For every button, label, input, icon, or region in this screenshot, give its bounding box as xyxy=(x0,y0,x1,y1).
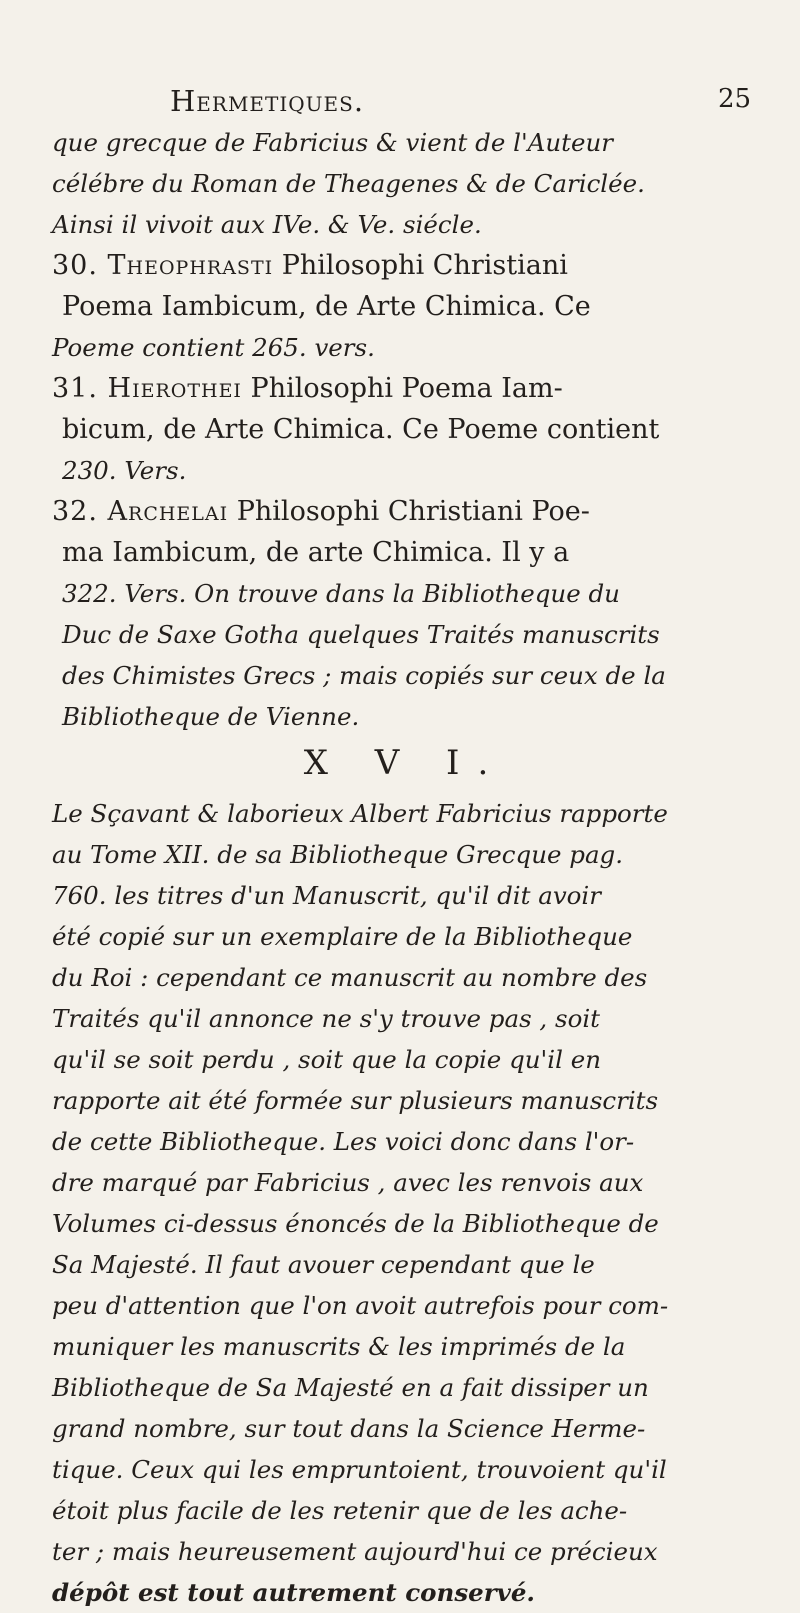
text-line: rapporte ait été formée sur plusieurs manuscrits xyxy=(52,1086,659,1115)
text-line: Volumes ci-dessus énoncés de la Bibliotheque de xyxy=(52,1209,659,1238)
text-line: que grecque de Fabricius & vient de l'Auteur xyxy=(52,128,613,157)
text-line: 760. les titres d'un Manuscrit, qu'il dit avoir xyxy=(52,881,601,910)
text-line: été copié sur un exemplaire de la Bibliotheque xyxy=(52,922,633,951)
text-line: de cette Bibliotheque. Les voici donc dans l'or- xyxy=(52,1127,635,1156)
section-heading: X V I. xyxy=(303,743,507,783)
text-line: peu d'attention que l'on avoit autrefois pour com- xyxy=(52,1291,669,1320)
entry-text: Philosophi Christiani Poe- xyxy=(228,496,590,527)
text-line: Bibliotheque de Sa Majesté en a fait dissiper un xyxy=(52,1373,649,1402)
entry-31-heading xyxy=(52,368,758,409)
text-line: Sa Majesté. Il faut avouer cependant que le xyxy=(52,1250,595,1279)
text-line: du Roi : cependant ce manuscrit au nombre des xyxy=(52,963,648,992)
text-line: muniquer les manuscrits & les imprimés de la xyxy=(52,1332,626,1361)
text-line: étoit plus facile de les retenir que de les ache- xyxy=(52,1496,628,1525)
running-title: Hermetiques. xyxy=(170,84,365,118)
text-line: Poeme contient 265. vers. xyxy=(52,333,375,362)
text-line: ma Iambicum, de arte Chimica. Il y a xyxy=(62,537,570,568)
entry-author: 30. Theophrasti xyxy=(52,250,274,281)
text-line: grand nombre, sur tout dans la Science Herme- xyxy=(52,1414,646,1443)
text-line: dre marqué par Fabricius , avec les renvois aux xyxy=(52,1168,644,1197)
text-line: bicum, de Arte Chimica. Ce Poeme contient xyxy=(62,414,660,445)
text-line: célébre du Roman de Theagenes & de Cariclée. xyxy=(52,169,645,198)
entry-text: Philosophi Poema Iam- xyxy=(241,373,563,404)
page-number: 25 xyxy=(718,84,752,114)
entry-text: Philosophi Christiani xyxy=(273,250,568,281)
page-body xyxy=(52,122,758,1613)
text-line: Le Sçavant & laborieux Albert Fabricius rapporte xyxy=(52,799,668,828)
entry-32-heading xyxy=(52,491,758,532)
text-line: Duc de Saxe Gotha quelques Traités manuscrits xyxy=(62,620,660,649)
entry-30-heading xyxy=(52,245,758,286)
text-line: au Tome XII. de sa Bibliotheque Grecque pag. xyxy=(52,840,624,869)
text-line: des Chimistes Grecs ; mais copiés sur ceux de la xyxy=(62,661,666,690)
text-line: Bibliotheque de Vienne. xyxy=(62,702,360,731)
text-line: 230. Vers. xyxy=(62,456,187,485)
text-line: Traités qu'il annonce ne s'y trouve pas , soit xyxy=(52,1004,601,1033)
entry-author: 31. Hierothei xyxy=(52,373,242,404)
text-line: Poema Iambicum, de Arte Chimica. Ce xyxy=(62,291,591,322)
text-line: 322. Vers. On trouve dans la Bibliotheque du xyxy=(62,579,620,608)
entry-author: 32. Archelai xyxy=(52,496,229,527)
text-line: dépôt est tout autrement conservé. xyxy=(52,1578,535,1607)
text-line: ter ; mais heureusement aujourd'hui ce précieux xyxy=(52,1537,658,1566)
text-line: Ainsi il vivoit aux IVe. & Ve. siécle. xyxy=(52,210,482,239)
text-line: qu'il se soit perdu , soit que la copie qu'il en xyxy=(52,1045,602,1074)
text-line: tique. Ceux qui les empruntoient, trouvoient qu'il xyxy=(52,1455,667,1484)
